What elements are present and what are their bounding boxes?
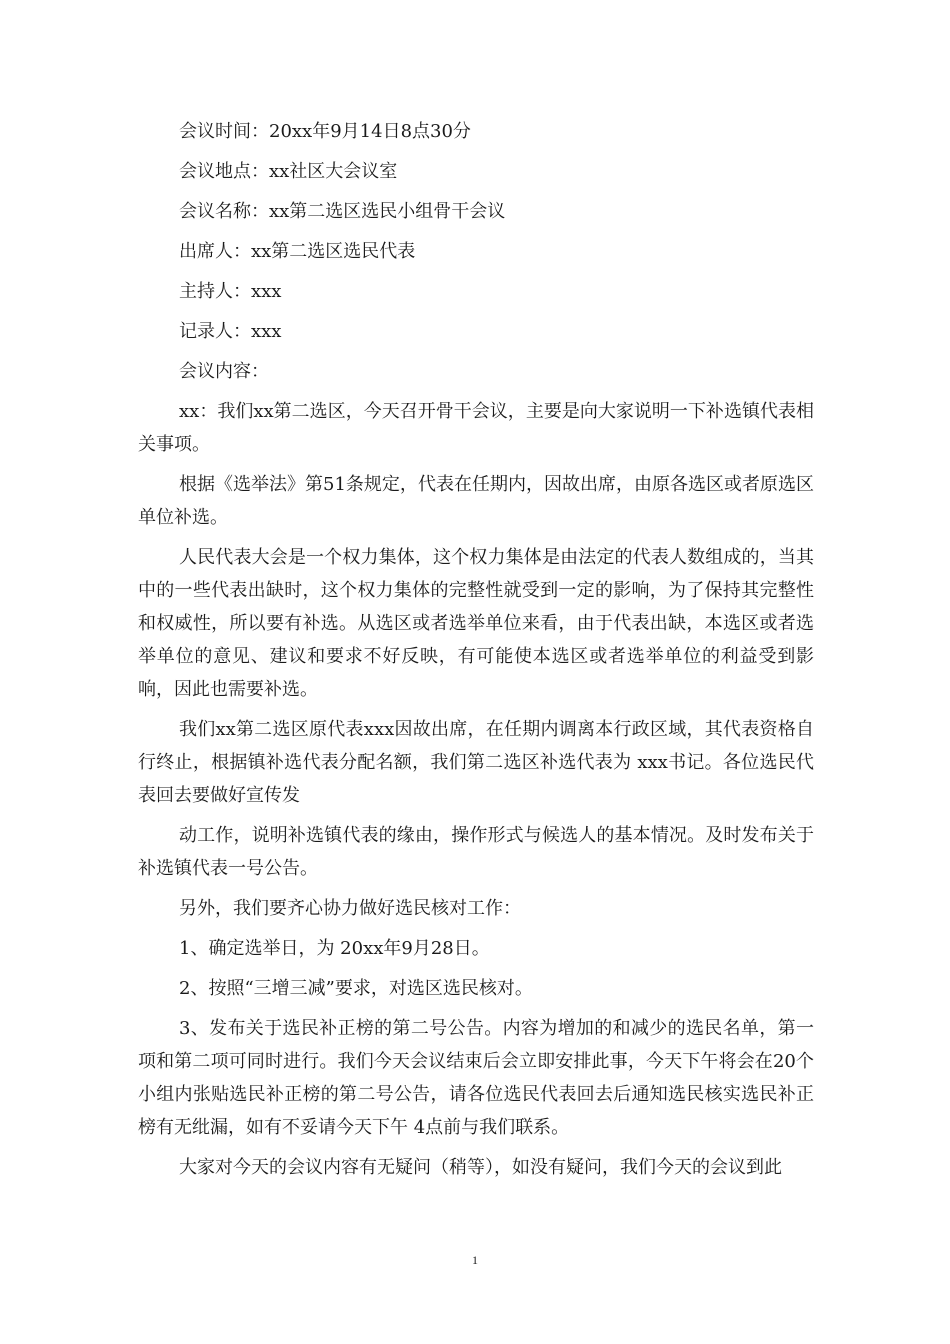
host: 主持人：xxx (179, 281, 282, 302)
paragraph: 动工作，说明补选镇代表的缘由，操作形式与候选人的基本情况。及时发布关于补选镇代表一号公告。 (138, 825, 814, 879)
document-body (138, 115, 814, 1191)
meeting-name: 会议名称：xx第二选区选民小组骨干会议 (179, 201, 506, 222)
list-item: 1、确定选举日，为 20xx年9月28日。 (179, 938, 490, 959)
paragraph: xx：我们xx第二选区，今天召开骨干会议，主要是向大家说明一下补选镇代表相关事项。 (138, 401, 814, 455)
attendees: 出席人：xx第二选区选民代表 (179, 241, 416, 262)
list-item: 3、发布关于选民补正榜的第二号公告。内容为增加的和减少的选民名单，第一项和第二项可同时进行。我们今天会议结束后会立即安排此事，今天下午将会在20个小组内张贴选民补正榜的第二号公告，请各位选民代表回去后通知选民核实选民补正榜有无纰漏，如有不妥请今天下午 4点前与我们联系。 (138, 1018, 814, 1138)
list-item: 2、按照“三增三减”要求，对选区选民核对。 (179, 978, 533, 999)
meeting-time: 会议时间：20xx年9月14日8点30分 (179, 121, 471, 142)
meeting-location: 会议地点：xx社区大会议室 (179, 161, 398, 182)
meeting-content-heading: 会议内容： (179, 361, 269, 382)
paragraph: 我们xx第二选区原代表xxx因故出席，在任期内调离本行政区域，其代表资格自行终止，根据镇补选代表分配名额，我们第二选区补选代表为 xxx书记。各位选民代表回去要做好宣传发 (138, 719, 814, 806)
paragraph: 人民代表大会是一个权力集体，这个权力集体是由法定的代表人数组成的，当其中的一些代表出缺时，这个权力集体的完整性就受到一定的影响，为了保持其完整性和权威性，所以要有补选。从选区或者选举单位来看，由于代表出缺，本选区或者选举单位的意见、建议和要求不好反映，有可能使本选区或者选举单位的利益受到影响，因此也需要补选。 (138, 547, 814, 700)
paragraph: 大家对今天的会议内容有无疑问（稍等），如没有疑问，我们今天的会议到此 (179, 1157, 782, 1178)
paragraph: 另外，我们要齐心协力做好选民核对工作： (179, 898, 521, 919)
page-number: 1 (472, 1253, 478, 1267)
paragraph: 根据《选举法》第51条规定，代表在任期内，因故出席，由原各选区或者原选区单位补选。 (138, 474, 814, 528)
recorder: 记录人：xxx (179, 321, 282, 342)
